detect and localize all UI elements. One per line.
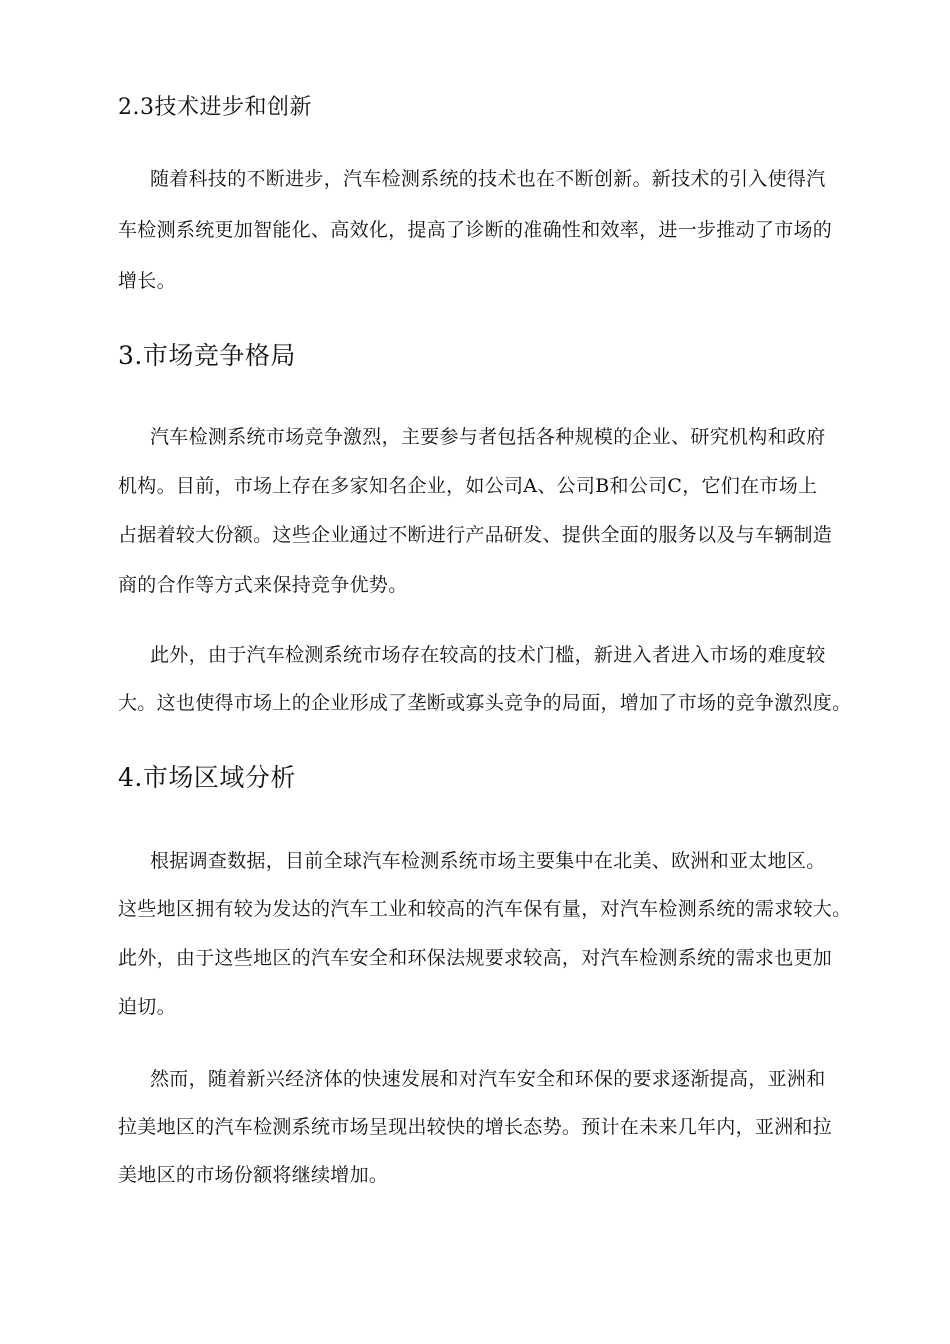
paragraph-line: 这些地区拥有较为发达的汽车工业和较高的汽车保有量，对汽车检测系统的需求较大。 <box>118 898 852 920</box>
paragraph-line: 迫切。 <box>118 996 176 1018</box>
paragraph-line: 根据调查数据，目前全球汽车检测系统市场主要集中在北美、欧洲和亚太地区。 <box>150 850 826 872</box>
paragraph <box>118 848 852 1028</box>
paragraph-line: 占据着较大份额。这些企业通过不断进行产品研发、提供全面的服务以及与车辆制造 <box>118 524 833 546</box>
paragraph-line: 商的合作等方式来保持竞争优势。 <box>118 574 408 596</box>
paragraph <box>118 1066 838 1196</box>
paragraph-line: 机构。目前，市场上存在多家知名企业，如公司A、公司B和公司C，它们在市场上 <box>118 475 818 497</box>
paragraph-line: 车检测系统更加智能化、高效化，提高了诊断的准确性和效率，进一步推动了市场的 <box>118 219 833 241</box>
section-heading: 3.市场竞争格局 <box>118 341 296 370</box>
paragraph-line: 大。这也使得市场上的企业形成了垄断或寡头竞争的局面，增加了市场的竞争激烈度。 <box>118 692 852 714</box>
section-heading: 2.3技术进步和创新 <box>118 95 312 120</box>
section-heading: 4.市场区域分析 <box>118 763 296 792</box>
paragraph-line: 此外，由于汽车检测系统市场存在较高的技术门槛，新进入者进入市场的难度较 <box>150 644 826 666</box>
paragraph-line: 增长。 <box>118 270 176 292</box>
paragraph-line: 拉美地区的汽车检测系统市场呈现出较快的增长态势。预计在未来几年内，亚洲和拉 <box>118 1116 833 1138</box>
paragraph-line: 汽车检测系统市场竞争激烈，主要参与者包括各种规模的企业、研究机构和政府 <box>150 426 826 448</box>
paragraph-line: 美地区的市场份额将继续增加。 <box>118 1164 389 1186</box>
paragraph <box>118 424 838 604</box>
paragraph <box>118 166 838 296</box>
paragraph-line: 然而，随着新兴经济体的快速发展和对汽车安全和环保的要求逐渐提高，亚洲和 <box>150 1068 826 1090</box>
paragraph-line: 随着科技的不断进步，汽车检测系统的技术也在不断创新。新技术的引入使得汽 <box>150 168 826 190</box>
paragraph-line: 此外，由于这些地区的汽车安全和环保法规要求较高，对汽车检测系统的需求也更加 <box>118 947 833 969</box>
paragraph <box>118 642 852 722</box>
